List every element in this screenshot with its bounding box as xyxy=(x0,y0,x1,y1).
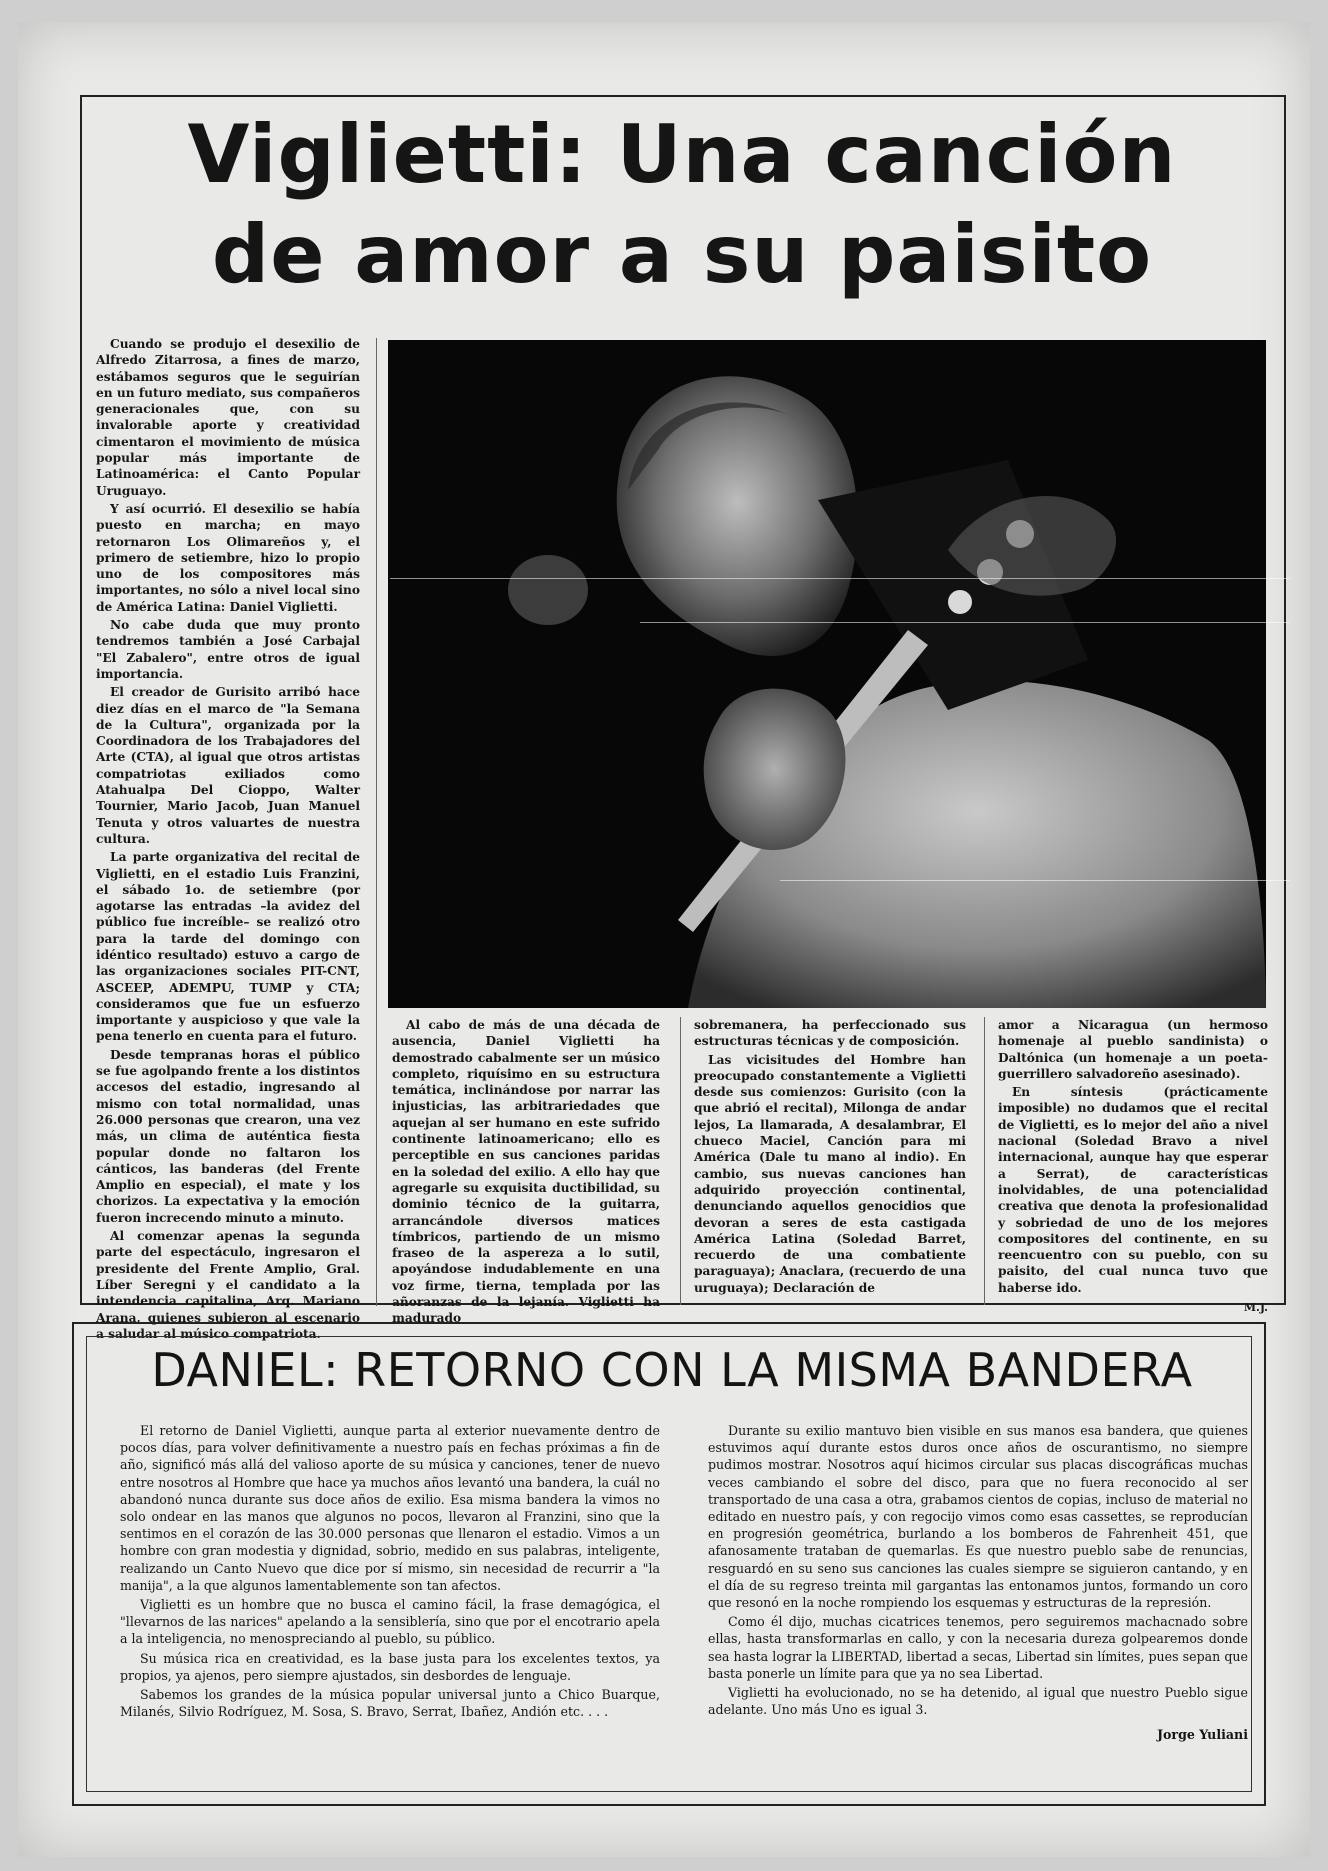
paragraph: El retorno de Daniel Viglietti, aunque parta al exterior nuevamente dentro de pocos días, para volver definitivamente a nuestro país en fechas próximas a fin de año, significó más allá del valioso aporte de su música y canciones, tener de nuevo entre nosotros al Hombre que hace ya muchos años levantó una bandera, la cuál no abandonó nunca durante sus doce años de exilio. Esa misma bandera la vimos no solo ondear en las manos que algunos no pocos, llevaron al Franzini, sino que la sentimos en el corazón de las 30.000 personas que llenaron el estadio. Vimos a un hombre con gran modestia y dignidad, sobrio, medido en sus palabras, inteligente, realizando un Canto Nuevo que dice por sí mismo, sin necesidad de recurrir a "la manija", a la que algunos lamentablemente son tan afectos. xyxy=(120,1423,660,1593)
column-divider xyxy=(680,1017,681,1305)
column-divider xyxy=(376,338,377,1306)
paragraph: Desde tempranas horas el público se fue agolpando frente a los distintos accesos del estadio, ingresando al mismo con total normalidad, unas 26.000 personas que crearon, una vez más, un clima de auténtica fiesta popular donde no faltaron los cánticos, las banderas (del Frente Amplio en especial), el mate y los chorizos. La expectativa y la emoción fueron increcendo minuto a minuto. xyxy=(96,1047,360,1225)
headline-line-2: de amor a su paisito xyxy=(211,208,1153,301)
article2-column-left xyxy=(120,1422,660,1792)
paragraph: Y así ocurrió. El desexilio se había puesto en marcha; en mayo retornaron Los Olimareños y, el primero de setiembre, hizo lo propio uno de los compositores más importantes, no sólo a nivel local sino de América Latina: Daniel Viglietti. xyxy=(96,501,360,614)
paragraph: Durante su exilio mantuvo bien visible en sus manos esa bandera, que quienes estuvimos aquí durante estos duros once años de oscurantismo, no siempre pudimos mostrar. Nosotros aquí hicimos circular sus placas discográficas muchas veces cambiando el sobre del disco, para que no fuera reconocido al ser transportado de una casa a otra, grabamos cientos de copias, incluso de material no editado en nuestro país, y con regocijo vimos como esas cassettes, se reproducían en progresión geométrica, burlando a los bomberos de Fahrenheit 451, que afanosamente trataban de quemarlas. Es que nuestro pueblo sabe de renuncias, resguardó en su seno sus canciones las cuales siempre se siguieron cantando, y en el día de su regreso treinta mil gargantas las entonamos juntos, formando un coro que resonó en la noche rompiendo los esquemas y estructuras de la represión. xyxy=(708,1423,1248,1611)
paragraph: Las vicisitudes del Hombre han preocupado constantemente a Viglietti desde sus comienzos: Gurisito (con la que abrió el recital), Milonga de andar lejos, La llamarada, A desalambrar, El chueco Maciel, Canción para mi América (Dale tu mano al indio). En cambio, sus nuevas canciones han adquirido proyección continental, denunciando aquellos genocidios que devoran a seres de esta castigada América Latina (Soledad Barret, recuerdo de una combatiente paraguaya); Anaclara, (recuerdo de una uruguaya); Declaración de xyxy=(694,1052,966,1295)
paragraph: Cuando se produjo el desexilio de Alfredo Zitarrosa, a fines de marzo, estábamos seguros que le seguirían en un futuro mediato, sus compañeros generacionales que, con su invalorable aporte y creatividad cimentaron el movimiento de música popular más importante de Latinoamérica: el Canto Popular Uruguayo. xyxy=(96,337,360,498)
article-column-center xyxy=(694,1017,966,1307)
paragraph: Sabemos los grandes de la música popular universal junto a Chico Buarque, Milanés, Silvio Rodríguez, M. Sosa, S. Bravo, Serrat, Ibañez, Andión etc. . . . xyxy=(120,1687,660,1720)
paragraph: amor a Nicaragua (un hermoso homenaje al pueblo sandinista) o Daltónica (un homenaje a un poeta-guerrillero salvadoreño asesinado). xyxy=(998,1018,1268,1081)
column-divider xyxy=(984,1017,985,1305)
headline-line-1: Viglietti: Una canción xyxy=(187,108,1177,201)
paragraph: Viglietti es un hombre que no busca el camino fácil, la frase demagógica, el "llevarnos de las narices" apelando a la sensiblería, sino que por el encotrario apela a la inteligencia, no menospreciando al pueblo, su público. xyxy=(120,1597,660,1647)
paragraph: El creador de Gurisito arribó hace diez días en el marco de "la Semana de la Cultura", organizada por la Coordinadora de los Trabajadores del Arte (CTA), al igual que otros artistas compatriotas exiliados como Atahualpa Del Cioppo, Walter Tournier, Mario Jacob, Juan Manuel Tenuta y otros valuartes de nuestra cultura. xyxy=(96,685,360,846)
paragraph: No cabe duda que muy pronto tendremos también a José Carbajal "El Zabalero", entre otros de igual importancia. xyxy=(96,618,360,681)
article-column-middle xyxy=(392,1017,660,1326)
paragraph: sobremanera, ha perfeccionado sus estructuras técnicas y de composición. xyxy=(694,1018,966,1049)
article2-column-right xyxy=(708,1422,1248,1792)
paragraph: Su música rica en creatividad, es la base justa para los excelentes textos, ya propios, ya ajenos, pero siempre ajustados, sin desbordes de lenguaje. xyxy=(120,1650,660,1683)
paragraph: Al comenzar apenas la segunda parte del espectáculo, ingresaron el presidente del Frente Amplio, Gral. Líber Seregni y el candidato a la intendencia capitalina, Arq. Mariano Arana, quienes subieron al escenario a saludar al músico compatriota. xyxy=(96,1229,360,1341)
photo-daniel-viglietti xyxy=(388,340,1266,1008)
author-initials: M.J. xyxy=(1243,1301,1268,1315)
scratch-line xyxy=(640,622,1290,623)
main-headline xyxy=(92,105,1272,305)
paragraph: La parte organizativa del recital de Viglietti, en el estadio Luis Franzini, el sábado 1o. de setiembre (por agotarse las entradas –la avidez del público fue increíble– se realizó otro para la tarde del domingo con idéntico resultado) estuvo a cargo de las organizaciones sociales PIT-CNT, ASCEEP, ADEMPU, TUMP y CTA; consideramos que fue un esfuerzo importante y auspicioso y que vale la pena tenerlo en cuenta para el futuro. xyxy=(96,850,360,1044)
secondary-headline: DANIEL: RETORNO CON LA MISMA BANDERA xyxy=(151,1343,1193,1397)
paragraph: En síntesis (prácticamente imposible) no dudamos que el recital de Viglietti, es lo mejor del año a nivel nacional (Soledad Bravo a nivel internacional, aunque hay que esperar a Serrat), de características inolvidables, de una potencialidad creativa que denota la profesionalidad y sobriedad de uno de los mejores compositores del continente, en su reencuentro con su pueblo, con su paisito, del cual nunca tuvo que haberse ido. xyxy=(998,1085,1268,1295)
author-signature: Jorge Yuliani xyxy=(1157,1727,1248,1743)
article-column-right xyxy=(998,1017,1268,1315)
paragraph: Al cabo de más de una década de ausencia, Daniel Viglietti ha demostrado cabalmente ser un músico completo, riquísimo en su estructura temática, inclinándose por narrar las injusticias, las arbitrariedades que aquejan al ser humano en este sufrido continente latinoamericano; ello es perceptible en sus canciones paridas en la soledad del exilio. A ello hay que agregarle su exquisita ductibilidad, su dominio técnico de la guitarra, arrancándole diversos matices tímbricos, partiendo de un mismo fraseo de la aspereza a lo sutil, apoyándose indudablemente en una voz firme, tierna, templada por las añoranzas de la lejanía. Viglietti ha madurado xyxy=(392,1018,660,1326)
paragraph: Como él dijo, muchas cicatrices tenemos, pero seguiremos machacnado sobre ellas, hasta transformarlas en callo, y con la necesaria dureza golpearemos donde sea hasta lograr la LIBERTAD, libertad a secas, Libertad sin límites, pues sepan que basta ponerle un límite para que ya no sea Libertad. xyxy=(708,1614,1248,1681)
article-column-left xyxy=(96,336,360,1341)
scratch-line xyxy=(780,880,1290,881)
scratch-line xyxy=(390,578,1290,579)
paragraph: Viglietti ha evolucionado, no se ha detenido, al igual que nuestro Pueblo sigue adelante. Uno más Uno es igual 3. xyxy=(708,1685,1248,1718)
